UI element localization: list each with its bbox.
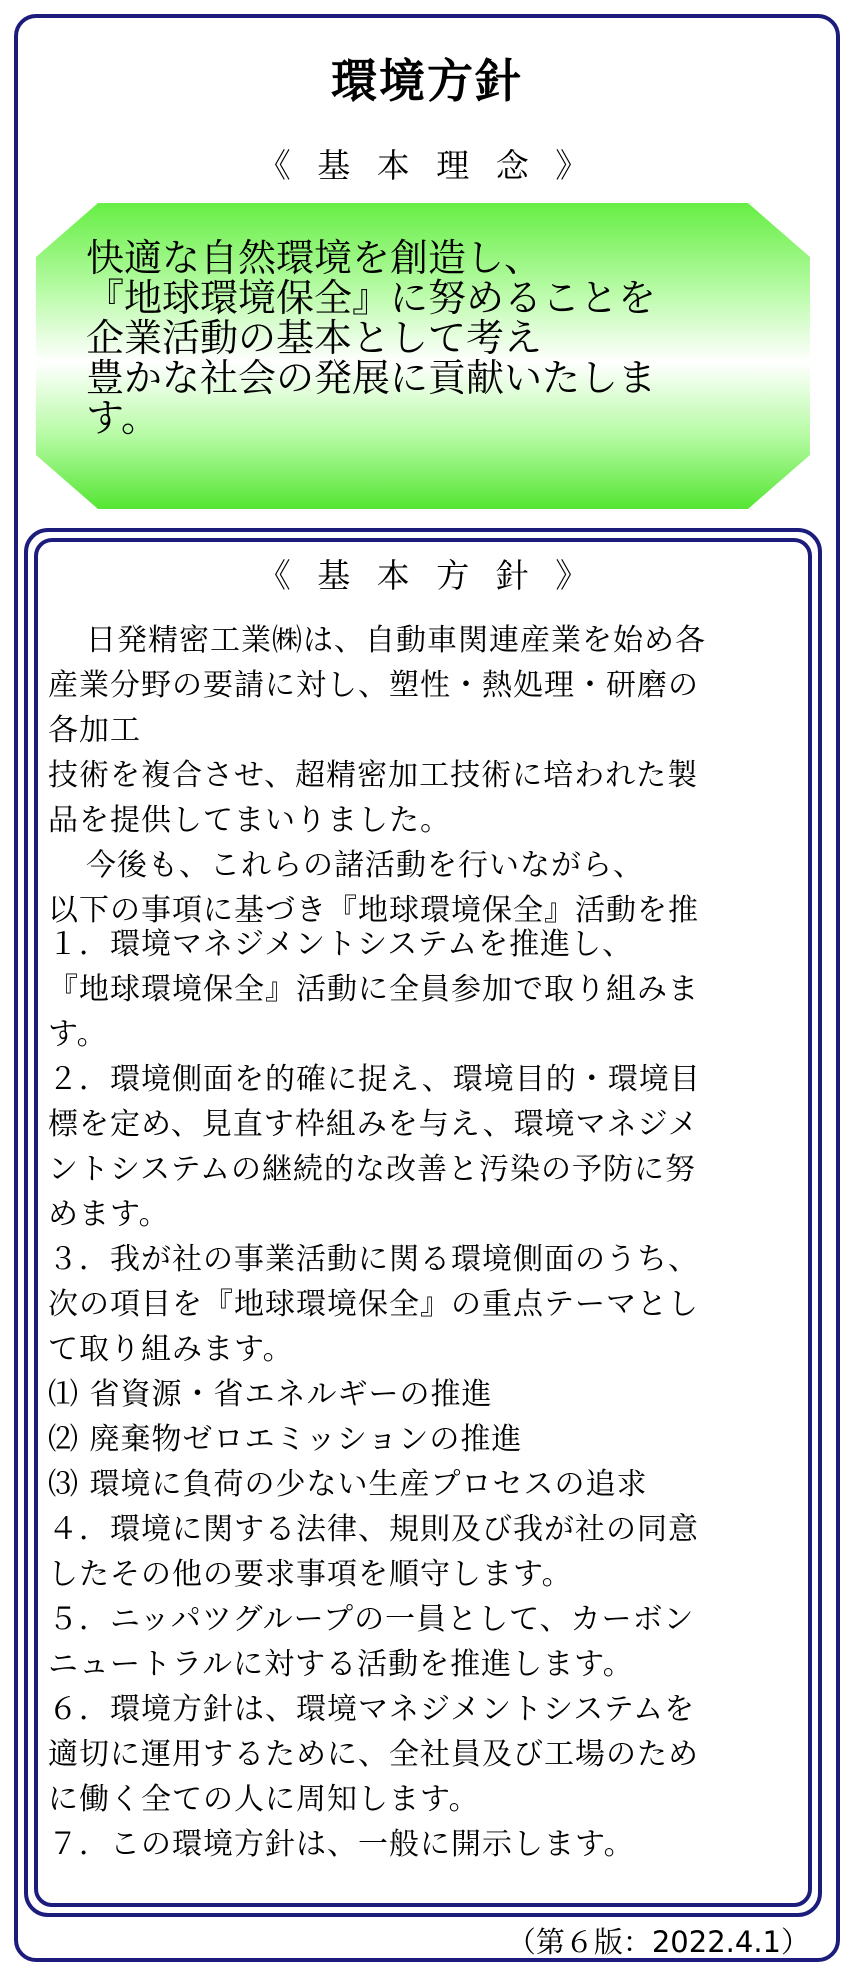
policy-intro-line: 以下の事項に基づき『地球環境保全』活動を推 (48, 893, 699, 928)
policy-item-line: ⑶ 環境に負荷の少ない生産プロセスの追求 (48, 1467, 648, 1502)
policy-item-line: て取り組みます。 (48, 1332, 294, 1367)
policy-item-line: ６．環境方針は、環境マネジメントシステムを (48, 1692, 696, 1727)
policy-item-line: 標を定め、見直す枠組みを与え、環境マネジメ (48, 1107, 699, 1142)
policy-item-line: ３．我が社の事業活動に関る環境側面のうち、 (48, 1242, 699, 1277)
policy-item-line: ⑵ 廃棄物ゼロエミッションの推進 (48, 1422, 523, 1457)
policy-items (48, 922, 808, 1867)
policy-item-line: ⑴ 省資源・省エネルギーの推進 (48, 1377, 493, 1412)
policy-item-line: したその他の要求事項を順守します。 (48, 1557, 573, 1592)
policy-item-line: す。 (48, 1017, 108, 1052)
edition-note: （第６版：2022.4.1） (506, 1925, 810, 1959)
policy-item-line: ニュートラルに対する活動を推進します。 (48, 1647, 634, 1682)
policy-heading: 《 基 本 方 針 》 (257, 556, 597, 595)
policy-intro-line: 日発精密工業㈱は、自動車関連産業を始め各 (86, 623, 706, 658)
philosophy-heading: 《 基 本 理 念 》 (257, 146, 597, 185)
policy-item-line: ７．この環境方針は、一般に開示します。 (48, 1827, 635, 1862)
policy-item-line: ５．ニッパツグループの一員として、カーボン (48, 1602, 695, 1637)
policy-intro-line: 技術を複合させ、超精密加工技術に培われた製 (48, 758, 699, 793)
page-title: 環境方針 (331, 54, 523, 108)
policy-intro-line: 品を提供してまいりました。 (48, 803, 451, 838)
policy-intro (48, 618, 808, 933)
policy-item-line: 『地球環境保全』活動に全員参加で取り組みま (48, 972, 699, 1007)
policy-item-line: 次の項目を『地球環境保全』の重点テーマとし (48, 1287, 699, 1322)
policy-item-line: １．環境マネジメントシステムを推進し、 (48, 927, 634, 962)
policy-item-line: に働く全ての人に周知します。 (48, 1782, 480, 1817)
policy-item-line: ントシステムの継続的な改善と汚染の予防に努 (48, 1152, 696, 1187)
philosophy-text: 快適な自然環境を創造し、 『地球環境保全』に努めることを 企業活動の基本として考え 豊かな社会の発展に貢献いたしま す。 (86, 236, 657, 440)
policy-item-line: ４．環境に関する法律、規則及び我が社の同意 (48, 1512, 699, 1547)
policy-item-line: めます。 (48, 1197, 170, 1232)
policy-item-line: ２．環境側面を的確に捉え、環境目的・環境目 (48, 1062, 701, 1097)
policy-intro-line: 今後も、これらの諸活動を行いながら、 (86, 848, 644, 883)
policy-intro-line: 各加工 (48, 713, 141, 748)
policy-intro-line: 産業分野の要請に対し、塑性・熱処理・研磨の (48, 668, 699, 703)
policy-item-line: 適切に運用するために、全社員及び工場のため (48, 1737, 699, 1772)
